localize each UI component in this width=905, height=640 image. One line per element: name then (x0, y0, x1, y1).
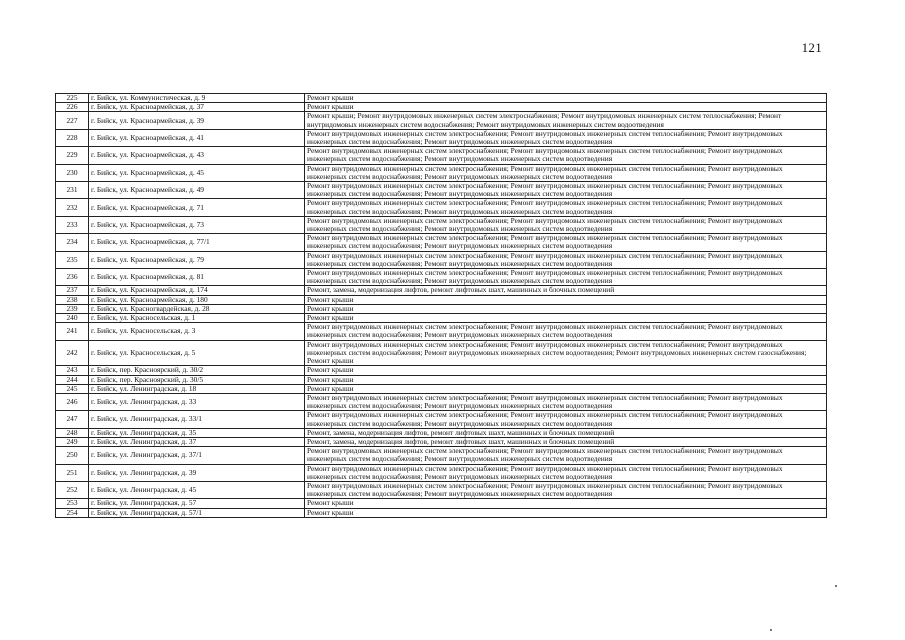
table-row (56, 437, 827, 446)
works-cell: Ремонт, замена, модернизация лифтов, ремонт лифтовых шахт, машинных и блочных помещений (305, 286, 827, 295)
works-cell: Ремонт крыши (305, 103, 827, 112)
table-row (56, 112, 827, 129)
row-number-cell: 227 (56, 112, 89, 129)
address-cell: г. Бийск, ул. Коммунистическая, д. 9 (89, 94, 305, 103)
table-row (56, 464, 827, 481)
works-cell: Ремонт внутридомовых инженерных систем электроснабжения; Ремонт внутридомовых инженерных систем теплоснабжения; Ремонт внутридомовых инженерных систем водоснабжения; Ремонт внутридомовых инженерных систем водоотведения (305, 182, 827, 199)
address-cell: г. Бийск, пер. Красноярский, д. 30/2 (89, 366, 305, 375)
table-row (56, 295, 827, 304)
works-cell: Ремонт внутридомовых инженерных систем электроснабжения; Ремонт внутридомовых инженерных систем теплоснабжения; Ремонт внутридомовых инженерных систем водоснабжения; Ремонт внутридомовых инженерных систем водоотведения (305, 147, 827, 164)
table-row (56, 314, 827, 323)
address-cell: г. Бийск, ул. Ленинградская, д. 35 (89, 428, 305, 437)
row-number-cell: 248 (56, 428, 89, 437)
row-number-cell: 249 (56, 437, 89, 446)
table-row (56, 94, 827, 103)
works-cell: Ремонт крыши (305, 499, 827, 508)
table-row (56, 411, 827, 428)
row-number-cell: 231 (56, 182, 89, 199)
works-cell: Ремонт внутридомовых инженерных систем электроснабжения; Ремонт внутридомовых инженерных систем теплоснабжения; Ремонт внутридомовых инженерных систем водоснабжения; Ремонт внутридомовых инженерных систем водоотведения (305, 216, 827, 233)
row-number-cell: 234 (56, 234, 89, 251)
table-row (56, 129, 827, 146)
works-cell: Ремонт крыши (305, 314, 827, 323)
works-cell: Ремонт крыши (305, 508, 827, 517)
row-number-cell: 241 (56, 323, 89, 340)
works-cell: Ремонт крыши; Ремонт внутридомовых инженерных систем электроснабжения; Ремонт внутридомовых инженерных систем теплоснабжения; Ремонт внутридомовых инженерных систем водоснабжения; Ремонт внутридомовых инженерных систем водоотведения (305, 112, 827, 129)
table-row (56, 393, 827, 410)
works-cell: Ремонт крыши (305, 94, 827, 103)
works-cell: Ремонт внутридомовых инженерных систем электроснабжения; Ремонт внутридомовых инженерных систем теплоснабжения; Ремонт внутридомовых инженерных систем водоснабжения; Ремонт внутридомовых инженерных систем водоотведения (305, 269, 827, 286)
table-row (56, 340, 827, 366)
works-cell: Ремонт крыши (305, 384, 827, 393)
works-cell: Ремонт внутридомовых инженерных систем электроснабжения; Ремонт внутридомовых инженерных систем теплоснабжения; Ремонт внутридомовых инженерных систем водоснабжения; Ремонт внутридомовых инженерных систем водоотведения (305, 164, 827, 181)
table-row (56, 234, 827, 251)
scan-speck (835, 585, 837, 587)
table-row (56, 304, 827, 313)
address-cell: г. Бийск, ул. Красноармейская, д. 79 (89, 251, 305, 268)
row-number-cell: 240 (56, 314, 89, 323)
row-number-cell: 242 (56, 340, 89, 366)
works-cell: Ремонт внутридомовых инженерных систем электроснабжения; Ремонт внутридомовых инженерных систем теплоснабжения; Ремонт внутридомовых инженерных систем водоснабжения; Ремонт внутридомовых инженерных систем водоотведения (305, 447, 827, 464)
row-number-cell: 253 (56, 499, 89, 508)
row-number-cell: 228 (56, 129, 89, 146)
row-number-cell: 237 (56, 286, 89, 295)
address-cell: г. Бийск, ул. Красносельская, д. 3 (89, 323, 305, 340)
row-number-cell: 235 (56, 251, 89, 268)
address-cell: г. Бийск, ул. Ленинградская, д. 33 (89, 393, 305, 410)
row-number-cell: 239 (56, 304, 89, 313)
works-cell: Ремонт крыши (305, 366, 827, 375)
works-cell: Ремонт внутридомовых инженерных систем электроснабжения; Ремонт внутридомовых инженерных систем теплоснабжения; Ремонт внутридомовых инженерных систем водоснабжения; Ремонт внутридомовых инженерных систем водоотведения (305, 393, 827, 410)
works-cell: Ремонт крыши (305, 304, 827, 313)
row-number-cell: 252 (56, 481, 89, 498)
table-row (56, 269, 827, 286)
works-cell: Ремонт внутридомовых инженерных систем электроснабжения; Ремонт внутридомовых инженерных систем теплоснабжения; Ремонт внутридомовых инженерных систем водоснабжения; Ремонт внутридомовых инженерных систем водоотведения (305, 411, 827, 428)
address-cell: г. Бийск, пер. Красноярский, д. 30/5 (89, 375, 305, 384)
row-number-cell: 225 (56, 94, 89, 103)
address-cell: г. Бийск, ул. Красноармейская, д. 45 (89, 164, 305, 181)
table-row (56, 199, 827, 216)
address-cell: г. Бийск, ул. Красноармейская, д. 180 (89, 295, 305, 304)
table-row (56, 323, 827, 340)
address-cell: г. Бийск, ул. Ленинградская, д. 57/1 (89, 508, 305, 517)
table-row (56, 499, 827, 508)
address-cell: г. Бийск, ул. Красноармейская, д. 174 (89, 286, 305, 295)
table-row (56, 481, 827, 498)
row-number-cell: 243 (56, 366, 89, 375)
address-cell: г. Бийск, ул. Красноармейская, д. 77/1 (89, 234, 305, 251)
row-number-cell: 247 (56, 411, 89, 428)
address-cell: г. Бийск, ул. Ленинградская, д. 37/1 (89, 447, 305, 464)
works-cell: Ремонт внутридомовых инженерных систем электроснабжения; Ремонт внутридомовых инженерных систем теплоснабжения; Ремонт внутридомовых инженерных систем водоснабжения; Ремонт внутридомовых инженерных систем водоотведения (305, 234, 827, 251)
address-cell: г. Бийск, ул. Красноармейская, д. 41 (89, 129, 305, 146)
works-cell: Ремонт внутридомовых инженерных систем электроснабжения; Ремонт внутридомовых инженерных систем теплоснабжения; Ремонт внутридомовых инженерных систем водоснабжения; Ремонт внутридомовых инженерных систем водоотведения (305, 251, 827, 268)
address-cell: г. Бийск, ул. Красноармейская, д. 37 (89, 103, 305, 112)
address-cell: г. Бийск, ул. Красноармейская, д. 39 (89, 112, 305, 129)
table-row (56, 428, 827, 437)
row-number-cell: 250 (56, 447, 89, 464)
table-row (56, 286, 827, 295)
works-table (55, 93, 827, 518)
address-cell: г. Бийск, ул. Красноармейская, д. 81 (89, 269, 305, 286)
row-number-cell: 254 (56, 508, 89, 517)
table-row (56, 103, 827, 112)
works-cell: Ремонт крыши (305, 375, 827, 384)
works-cell: Ремонт крыши (305, 295, 827, 304)
table-row (56, 216, 827, 233)
row-number-cell: 230 (56, 164, 89, 181)
works-table-container (55, 93, 827, 518)
row-number-cell: 226 (56, 103, 89, 112)
address-cell: г. Бийск, ул. Ленинградская, д. 18 (89, 384, 305, 393)
works-table-body (56, 94, 827, 518)
address-cell: г. Бийск, ул. Ленинградская, д. 37 (89, 437, 305, 446)
page-number: 121 (801, 40, 822, 55)
table-row (56, 447, 827, 464)
works-cell: Ремонт внутридомовых инженерных систем электроснабжения; Ремонт внутридомовых инженерных систем теплоснабжения; Ремонт внутридомовых инженерных систем водоснабжения; Ремонт внутридомовых инженерных систем водоотведения (305, 464, 827, 481)
table-row (56, 164, 827, 181)
row-number-cell: 232 (56, 199, 89, 216)
address-cell: г. Бийск, ул. Красносельская, д. 1 (89, 314, 305, 323)
row-number-cell: 244 (56, 375, 89, 384)
row-number-cell: 229 (56, 147, 89, 164)
address-cell: г. Бийск, ул. Красноармейская, д. 49 (89, 182, 305, 199)
address-cell: г. Бийск, ул. Красноармейская, д. 73 (89, 216, 305, 233)
row-number-cell: 238 (56, 295, 89, 304)
address-cell: г. Бийск, ул. Ленинградская, д. 39 (89, 464, 305, 481)
address-cell: г. Бийск, ул. Красносельская, д. 5 (89, 340, 305, 366)
works-cell: Ремонт, замена, модернизация лифтов, ремонт лифтовых шахт, машинных и блочных помещений (305, 428, 827, 437)
address-cell: г. Бийск, ул. Ленинградская, д. 57 (89, 499, 305, 508)
address-cell: г. Бийск, ул. Красноармейская, д. 43 (89, 147, 305, 164)
row-number-cell: 236 (56, 269, 89, 286)
table-row (56, 384, 827, 393)
table-row (56, 375, 827, 384)
works-cell: Ремонт внутридомовых инженерных систем электроснабжения; Ремонт внутридомовых инженерных систем теплоснабжения; Ремонт внутридомовых инженерных систем водоснабжения; Ремонт внутридомовых инженерных систем водоотведения (305, 129, 827, 146)
table-row (56, 182, 827, 199)
table-row (56, 508, 827, 517)
address-cell: г. Бийск, ул. Красноармейская, д. 71 (89, 199, 305, 216)
address-cell: г. Бийск, ул. Красногвардейская, д. 28 (89, 304, 305, 313)
table-row (56, 147, 827, 164)
works-cell: Ремонт, замена, модернизация лифтов, ремонт лифтовых шахт, машинных и блочных помещений (305, 437, 827, 446)
row-number-cell: 246 (56, 393, 89, 410)
table-row (56, 251, 827, 268)
row-number-cell: 245 (56, 384, 89, 393)
scan-speck (770, 629, 772, 631)
works-cell: Ремонт внутридомовых инженерных систем электроснабжения; Ремонт внутридомовых инженерных систем теплоснабжения; Ремонт внутридомовых инженерных систем водоснабжения; Ремонт внутридомовых инженерных систем водоотведения (305, 481, 827, 498)
address-cell: г. Бийск, ул. Ленинградская, д. 45 (89, 481, 305, 498)
row-number-cell: 251 (56, 464, 89, 481)
works-cell: Ремонт внутридомовых инженерных систем электроснабжения; Ремонт внутридомовых инженерных систем теплоснабжения; Ремонт внутридомовых инженерных систем водоснабжения; Ремонт внутридомовых инженерных систем водоотведения (305, 199, 827, 216)
table-row (56, 366, 827, 375)
address-cell: г. Бийск, ул. Ленинградская, д. 33/1 (89, 411, 305, 428)
row-number-cell: 233 (56, 216, 89, 233)
works-cell: Ремонт внутридомовых инженерных систем электроснабжения; Ремонт внутридомовых инженерных систем теплоснабжения; Ремонт внутридомовых инженерных систем водоснабжения; Ремонт внутридомовых инженерных систем водоотведения (305, 323, 827, 340)
works-cell: Ремонт внутридомовых инженерных систем электроснабжения; Ремонт внутридомовых инженерных систем теплоснабжения; Ремонт внутридомовых инженерных систем водоснабжения; Ремонт внутридомовых инженерных систем водоотведения; Ремонт внутридомовых инженерных систем газоснабжения; Ремонт крыши (305, 340, 827, 366)
